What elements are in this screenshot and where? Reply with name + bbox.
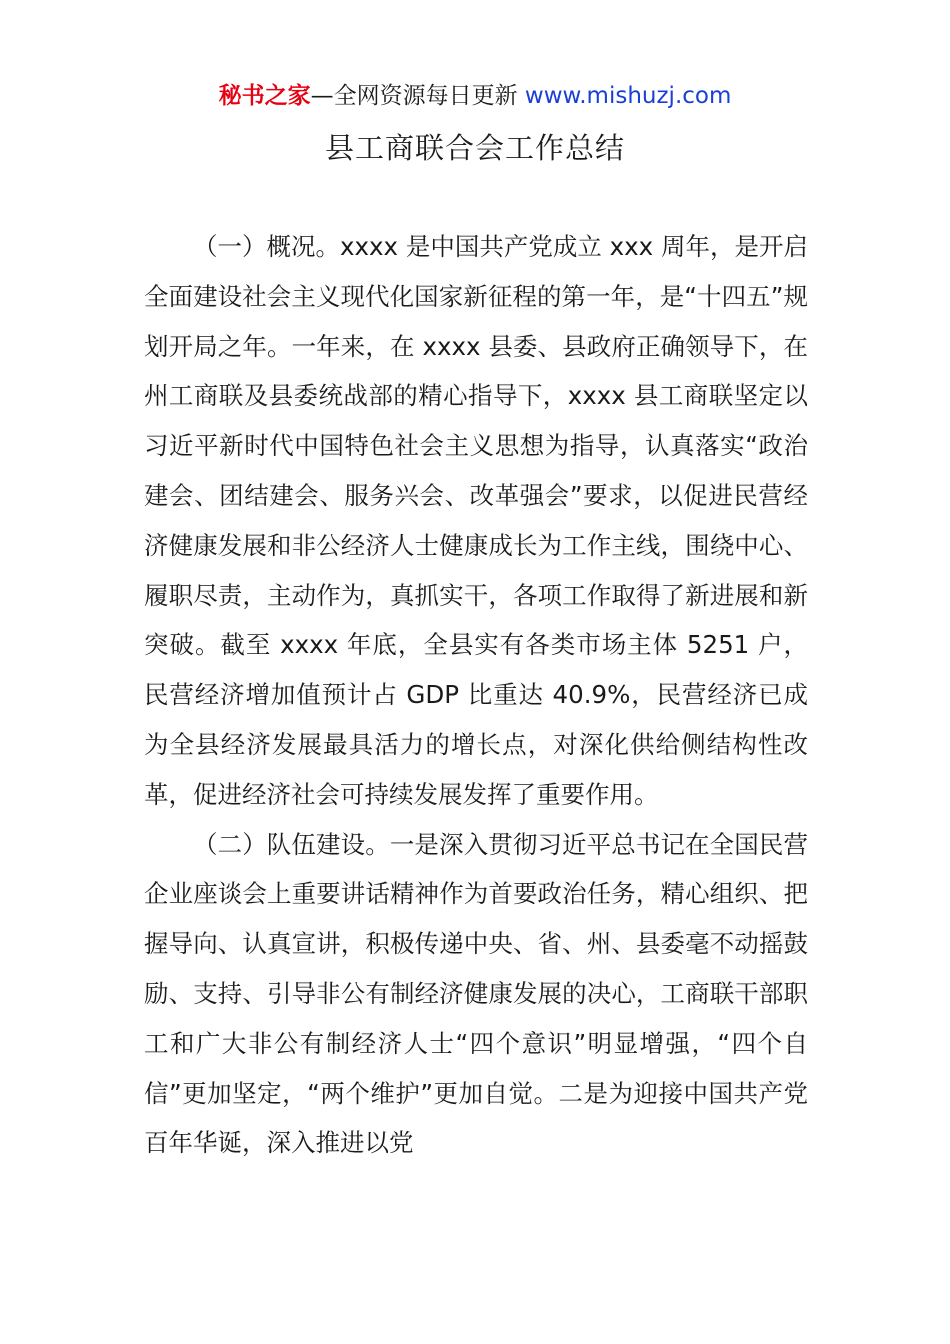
site-header bbox=[0, 78, 950, 114]
document-body bbox=[144, 222, 808, 1168]
site-tagline: —全网资源每日更新 bbox=[310, 83, 525, 109]
site-brand: 秘书之家 bbox=[218, 83, 311, 109]
document-title: 县工商联合会工作总结 bbox=[324, 131, 625, 165]
paragraph-team-building: （二）队伍建设。一是深入贯彻习近平总书记在全国民营企业座谈会上重要讲话精神作为首要政治任务，精心组织、把握导向、认真宣讲，积极传递中央、省、州、县委毫不动摇鼓励、支持、引导非公有制经济健康发展的决心，工商联干部职工和广大非公有制经济人士“四个意识”明显增强，“四个自信”更加坚定，“两个维护”更加自觉。二是为迎接中国共产党百年华诞，深入推进以党 bbox=[144, 829, 808, 1158]
paragraph-overview: （一）概况。xxxx 是中国共产党成立 xxx 周年，是开启全面建设社会主义现代化国家新征程的第一年，是“十四五”规划开局之年。一年来，在 xxxx 县委、县政府正确领导下，在州工商联及县委统战部的精心指导下，xxxx 县工商联坚定以习近平新时代中国特色社会主义思想为指导，认真落实“政治建会、团结建会、服务兴会、改革强会”要求，以促进民营经济健康发展和非公经济人士健康成长为工作主线，围绕中心、履职尽责，主动作为，真抓实干，各项工作取得了新进展和新突破。截至 xxxx 年底，全县实有各类市场主体 5251 户，民营经济增加值预计占 GDP 比重达 40.9%，民营经济已成为全县经济发展最具活力的增长点，对深化供给侧结构性改革，促进经济社会可持续发展发挥了重要作用。 bbox=[144, 232, 808, 809]
site-url[interactable]: www.mishuzj.com bbox=[524, 83, 732, 109]
